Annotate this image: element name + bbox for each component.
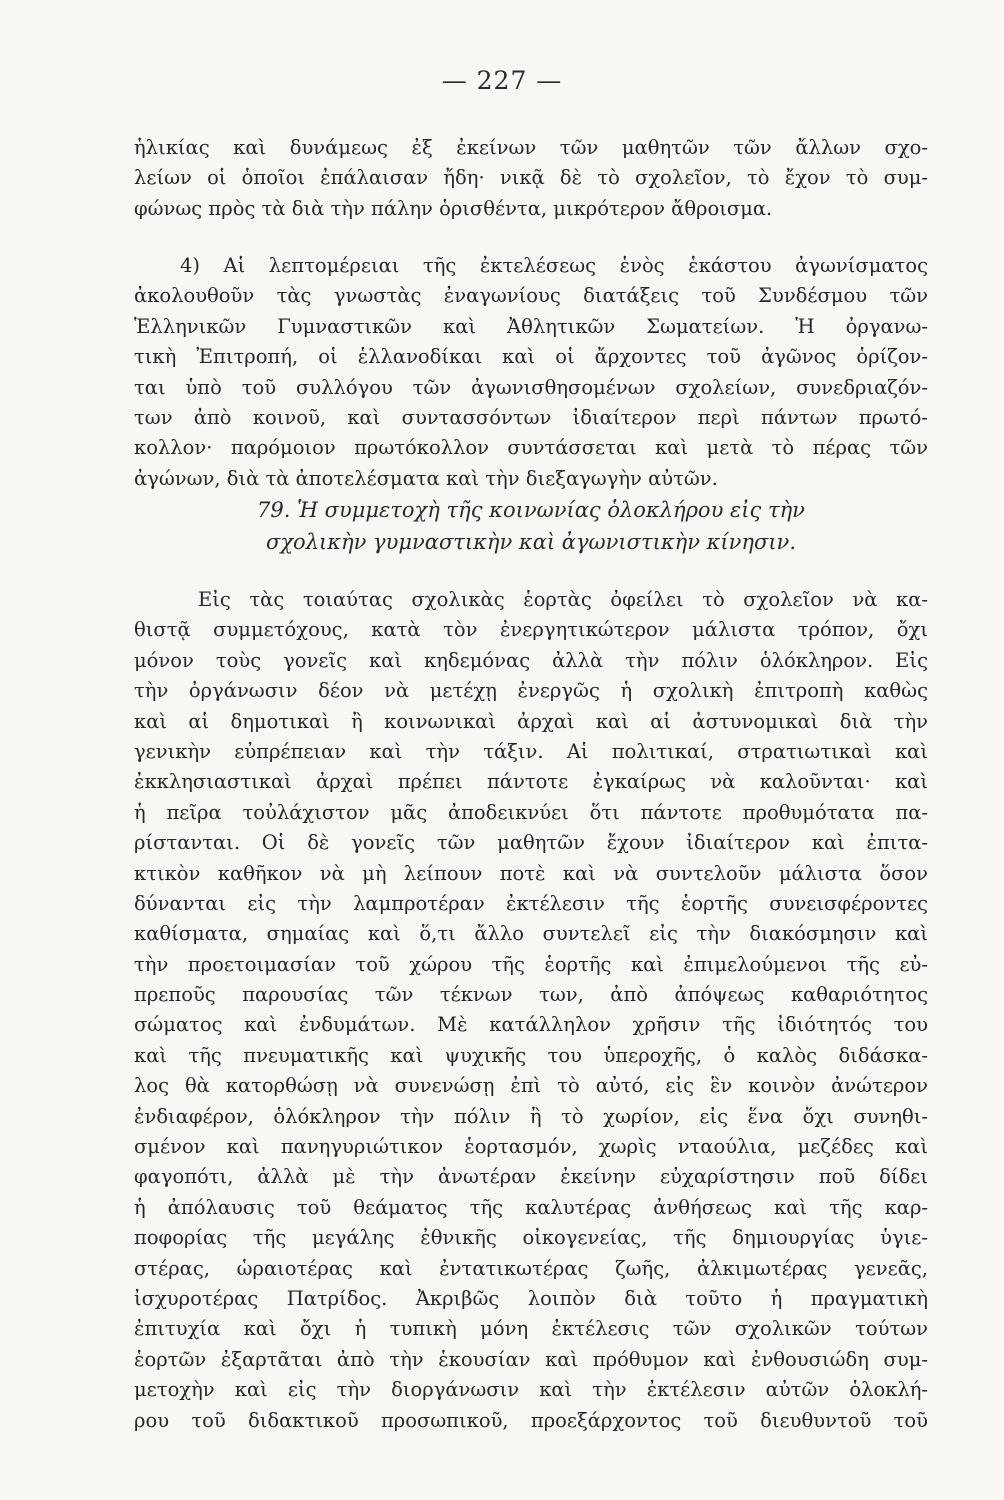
text-line: δύνανται εἰς τὴν λαμπροτέραν ἐκτέλεσιν τῆς ἑορτῆς συνεισφέροντες	[134, 891, 928, 915]
text-line: καθίσματα, σημαίας καὶ ὅ,τι ἄλλο συντελεῖ εἰς τὴν διακόσμησιν καὶ	[134, 922, 928, 946]
text-line: ται ὑπὸ τοῦ συλλόγου τῶν ἀγωνισθησομένων σχολείων, συνεδριαζόν-	[134, 375, 928, 399]
text-line: στέρας, ὡραιοτέρας καὶ ἐντατικωτέρας ζωῆς, ἀλκιμωτέρας γενεᾶς,	[134, 1256, 928, 1280]
text-line: τὴν προετοιμασίαν τοῦ χώρου τῆς ἑορτῆς καὶ ἐπιμελούμενοι τῆς εὐ-	[134, 952, 928, 976]
text-line: φώνως πρὸς τὰ διὰ τὴν πάλην ὁρισθέντα, μικρότερον ἄθροισμα.	[134, 196, 773, 220]
text-line: θιστᾷ συμμετόχους, κατὰ τὸν ἐνεργητικώτερον μάλιστα τρόπον, ὄχι	[134, 618, 928, 642]
text-line: τὴν ὀργάνωσιν δέον νὰ μετέχῃ ἐνεργῶς ἡ σχολικὴ ἐπιτροπὴ καθὼς	[134, 679, 928, 703]
text-line: κτικὸν καθῆκον νὰ μὴ λείπουν ποτὲ καὶ νὰ συντελοῦν μάλιστα ὅσον	[134, 861, 928, 885]
text-line: ἀγώνων, διὰ τὰ ἀποτελέσματα καὶ τὴν διεξαγωγὴν αὐτῶν.	[134, 466, 718, 490]
text-line: τικὴ Ἐπιτροπή, οἱ ἑλλανοδίκαι καὶ οἱ ἄρχοντες τοῦ ἀγῶνος ὁρίζον-	[134, 345, 928, 369]
text-line: ἡ ἀπόλαυσις τοῦ θεάματος τῆς καλυτέρας ἀνθήσεως καὶ τῆς καρ-	[134, 1195, 928, 1219]
text-line: μετοχὴν καὶ εἰς τὴν διοργάνωσιν καὶ τὴν ἐκτέλεσιν αὐτῶν ὁλοκλή-	[134, 1378, 928, 1402]
paragraph-continuation	[134, 133, 928, 224]
text-line: καὶ αἱ δημοτικαὶ ἢ κοινωνικαὶ ἀρχαὶ καὶ αἱ ἀστυνομικαὶ διὰ τὴν	[134, 709, 928, 733]
text-line: ρου τοῦ διδακτικοῦ προσωπικοῦ, προεξάρχοντος τοῦ διευθυντοῦ τοῦ	[134, 1408, 928, 1432]
text-line: γενικὴν εὐπρέπειαν καὶ τὴν τάξιν. Αἱ πολιτικαί, στρατιωτικαὶ καὶ	[134, 739, 928, 763]
text-line: Ἑλληνικῶν Γυμναστικῶν καὶ Ἀθλητικῶν Σωματείων. Ἡ ὀργανω-	[134, 314, 928, 338]
text-line: λείων οἱ ὁποῖοι ἐπάλαισαν ἤδη· νικᾷ δὲ τὸ σχολεῖον, τὸ ἔχον τὸ συμ-	[134, 166, 928, 190]
text-line: ἐπιτυχία καὶ ὄχι ἡ τυπικὴ μόνη ἐκτέλεσις τῶν σχολικῶν τούτων	[134, 1317, 928, 1341]
text-line: φαγοπότι, ἀλλὰ μὲ τὴν ἀνωτέραν ἐκείνην εὐχαρίστησιν ποῦ δίδει	[134, 1165, 928, 1189]
text-line: ἀκολουθοῦν τὰς γνωστὰς ἐναγωνίους διατάξεις τοῦ Συνδέσμου τῶν	[134, 284, 928, 308]
text-line: κολλον· παρόμοιον πρωτόκολλον συντάσσεται καὶ μετὰ τὸ πέρας τῶν	[134, 436, 928, 460]
text-line: ρίστανται. Οἱ δὲ γονεῖς τῶν μαθητῶν ἔχουν ἰδιαίτερον καὶ ἐπιτα-	[134, 831, 928, 855]
text-line: 4) Αἱ λεπτομέρειαι τῆς ἐκτελέσεως ἑνὸς ἑκάστου ἀγωνίσματος	[180, 254, 928, 277]
text-line: ἡλικίας καὶ δυνάμεως ἐξ ἐκείνων τῶν μαθητῶν τῶν ἄλλων σχο-	[134, 136, 928, 159]
text-line: λος θὰ κατορθώσῃ νὰ συνενώσῃ ἐπὶ τὸ αὐτό, εἰς ἓν κοινὸν ἀνώτερον	[134, 1074, 928, 1098]
section-heading-line-1: 79. Ἡ συμμετοχὴ τῆς κοινωνίας ὁλοκλήρου εἰς τὴν	[257, 498, 805, 522]
text-line: σμένον καὶ πανηγυριώτικον ἑορτασμόν, χωρὶς νταούλια, μεζέδες καὶ	[134, 1135, 928, 1159]
text-line: ἐνδιαφέρον, ὁλόκληρον τὴν πόλιν ἢ τὸ χωρίον, εἰς ἕνα ὄχι συνηθι-	[134, 1104, 928, 1128]
text-line: ποφορίας τῆς μεγάλης ἐθνικῆς οἰκογενείας, τῆς δημιουργίας ὑγιε-	[134, 1226, 928, 1250]
text-line: καὶ τῆς πνευματικῆς καὶ ψυχικῆς του ὑπεροχῆς, ὁ καλὸς διδάσκα-	[134, 1043, 928, 1067]
text-line: πρεποῦς παρουσίας τῶν τέκνων των, ἀπὸ ἀπόψεως καθαριότητος	[134, 983, 928, 1007]
paragraph-section-79	[134, 585, 928, 1436]
text-line: Εἰς τὰς τοιαύτας σχολικὰς ἑορτὰς ὀφείλει τὸ σχολεῖον νὰ κα-	[198, 588, 928, 611]
text-line: ἡ πεῖρα τοὐλάχιστον μᾶς ἀποδεικνύει ὅτι πάντοτε προθυμότατα πα-	[134, 800, 928, 824]
text-line: των ἀπὸ κοινοῦ, καὶ συντασσόντων ἰδιαίτερον περὶ πάντων πρωτό-	[134, 405, 928, 429]
paragraph-rule-4	[134, 251, 928, 494]
text-line: μόνον τοὺς γονεῖς καὶ κηδεμόνας ἀλλὰ τὴν πόλιν ὁλόκληρον. Εἰς	[134, 648, 928, 672]
page-number: — 227 —	[441, 66, 563, 95]
section-heading-line-2: σχολικὴν γυμναστικὴν καὶ ἀγωνιστικὴν κίνησιν.	[266, 530, 796, 554]
text-line: ἑορτῶν ἐξαρτᾶται ἀπὸ τὴν ἑκουσίαν καὶ πρόθυμον καὶ ἐνθουσιώδη συμ-	[134, 1347, 928, 1371]
text-line: σώματος καὶ ἐνδυμάτων. Μὲ κατάλληλον χρῆσιν τῆς ἰδιότητός του	[134, 1013, 928, 1037]
text-line: ἐκκλησιαστικαὶ ἀρχαὶ πρέπει πάντοτε ἐγκαίρως νὰ καλοῦνται· καὶ	[134, 770, 928, 794]
text-line: ἰσχυροτέρας Πατρίδος. Ἀκριβῶς λοιπὸν διὰ τοῦτο ἡ πραγματικὴ	[134, 1286, 928, 1310]
